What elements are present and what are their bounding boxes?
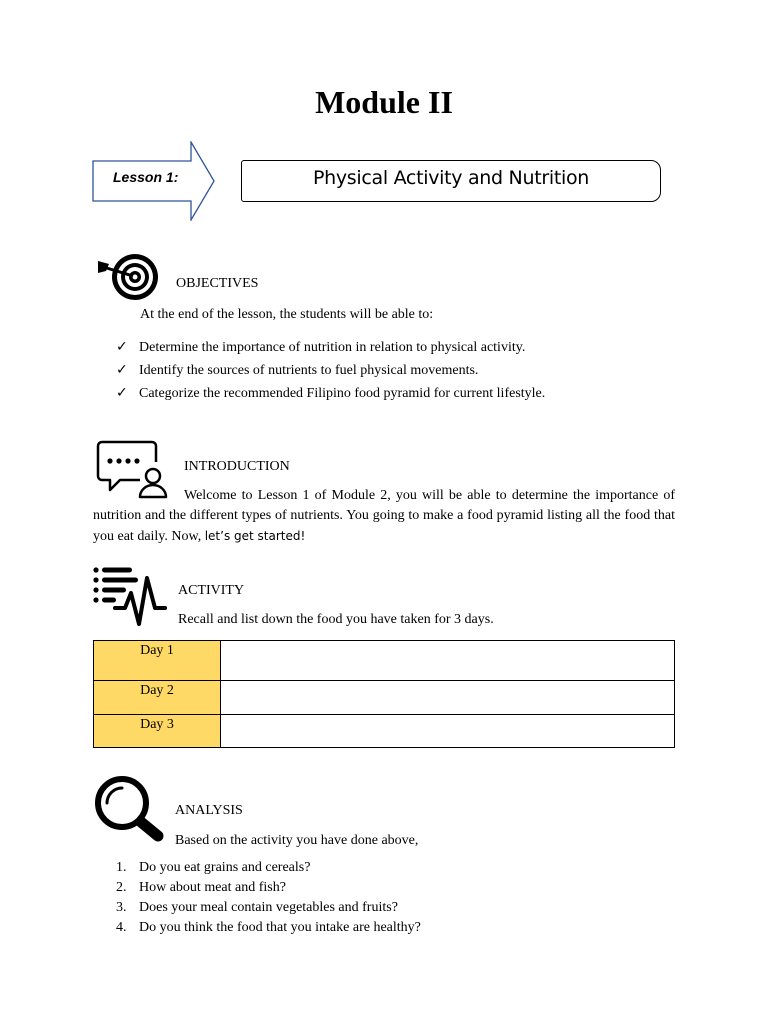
list-item: ✓ Identify the sources of nutrients to fuel physical movements.: [116, 359, 545, 382]
magnifier-icon: [92, 774, 166, 842]
checkmark-icon: ✓: [116, 385, 128, 401]
food-entry-cell[interactable]: [221, 715, 675, 748]
food-log-table: [93, 640, 675, 748]
target-icon: [97, 252, 161, 302]
introduction-text: Welcome to Lesson 1 of Module 2, you will be able to determine the importance of nutrition and the different types of nutrients. You going to make a food pyramid listing all the food that you eat daily. Now, let’s get started!: [93, 488, 675, 544]
objectives-heading: OBJECTIVES: [176, 276, 259, 291]
food-entry-cell[interactable]: [221, 641, 675, 681]
analysis-questions: [116, 858, 421, 938]
introduction-heading: INTRODUCTION: [184, 459, 290, 474]
day-label: Day 2: [94, 681, 221, 715]
table-row: [94, 641, 675, 681]
list-item: ✓ Determine the importance of nutrition in relation to physical activity.: [116, 336, 545, 359]
list-item: 3. Does your meal contain vegetables and fruits?: [116, 900, 398, 915]
day-label: Day 3: [94, 715, 221, 748]
objectives-intro: At the end of the lesson, the students will be able to:: [140, 307, 434, 322]
list-item: 2. How about meat and fish?: [116, 880, 286, 895]
analysis-heading: ANALYSIS: [175, 803, 243, 818]
activity-instruction: Recall and list down the food you have taken for 3 days.: [178, 612, 494, 627]
pulse-icon: [93, 566, 167, 628]
food-entry-cell[interactable]: [221, 681, 675, 715]
checkmark-icon: ✓: [116, 339, 128, 355]
day-label: Day 1: [94, 641, 221, 681]
list-item: ✓ Categorize the recommended Filipino food pyramid for current lifestyle.: [116, 382, 545, 405]
analysis-intro: Based on the activity you have done above,: [175, 833, 419, 848]
lesson-topic: Physical Activity and Nutrition: [312, 167, 590, 189]
list-item: 1. Do you eat grains and cereals?: [116, 860, 311, 875]
table-row: [94, 681, 675, 715]
activity-heading: ACTIVITY: [178, 583, 245, 598]
lesson-label: Lesson 1:: [113, 169, 179, 185]
list-item: 4. Do you think the food that you intake are healthy?: [116, 920, 421, 935]
page-title: Module II: [315, 84, 453, 120]
checkmark-icon: ✓: [116, 362, 128, 378]
objectives-list: [116, 336, 545, 405]
table-row: [94, 715, 675, 748]
